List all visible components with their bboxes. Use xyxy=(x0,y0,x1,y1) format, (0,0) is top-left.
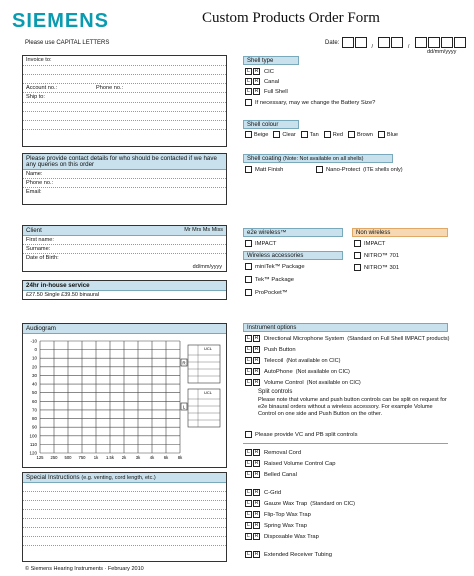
db-tick-label: 10 xyxy=(31,355,37,361)
client-box xyxy=(22,225,227,272)
db-tick-label: 110 xyxy=(29,441,37,447)
wireless-acc-header: Wireless accessories xyxy=(243,251,343,260)
special-sub: (e.g. venting, cord length, etc.) xyxy=(81,475,156,481)
freq-tick-label: 2k xyxy=(121,455,127,460)
coating-nano-option[interactable]: Nano-Protect (ITE shells only) xyxy=(316,166,403,173)
freq-tick-label: 4k xyxy=(149,455,155,460)
non-wireless-header: Non wireless xyxy=(352,228,448,237)
ucl-side-label: L xyxy=(182,404,186,410)
shell-full-option[interactable]: L R Full Shell xyxy=(245,88,288,95)
colour-option-brown[interactable]: Brown xyxy=(348,131,373,138)
telecoil-option[interactable]: L R Telecoil (Not available on CIC) xyxy=(245,357,340,364)
freq-tick-label: 500 xyxy=(64,455,72,460)
flip-top-option[interactable]: L R Flip-Top Wax Trap xyxy=(245,511,311,518)
client-header: Client xyxy=(26,227,42,234)
colour-option-beige[interactable]: Beige xyxy=(245,131,268,138)
freq-tick-label: 1.5k xyxy=(106,455,114,460)
contact-phone-field[interactable]: Phone no.: xyxy=(23,179,226,188)
first-name-field[interactable]: First name: xyxy=(23,236,226,245)
audiogram-chart[interactable] xyxy=(22,333,227,468)
ucl-label: UCL xyxy=(203,346,213,351)
colour-option-blue[interactable]: Blue xyxy=(378,131,398,138)
db-tick-label: 30 xyxy=(31,372,37,378)
freq-tick-label: 1k xyxy=(93,455,99,460)
dob-field[interactable]: Date of Birth: xyxy=(26,255,59,261)
colour-option-red[interactable]: Red xyxy=(324,131,343,138)
db-tick-label: 0 xyxy=(34,347,37,353)
nitro301-option[interactable]: NITRO™ 301 xyxy=(354,264,399,271)
footer-note: © Siemens Hearing Instruments · February 2010 xyxy=(25,566,144,572)
contact-name-field[interactable]: Name: xyxy=(23,170,226,179)
db-tick-label: 120 xyxy=(29,450,37,456)
split-controls-header: Split controls xyxy=(258,389,293,395)
minitek-option[interactable]: miniTek™ Package xyxy=(245,263,305,270)
db-tick-label: 60 xyxy=(31,398,37,404)
dob-format: dd/mm/yyyy xyxy=(192,264,222,270)
client-titles[interactable]: Mr Mrs Ms Miss xyxy=(184,227,223,233)
divider xyxy=(243,443,448,444)
special-instructions-box[interactable] xyxy=(22,472,227,562)
raised-vc-option[interactable]: L R Raised Volume Control Cap xyxy=(245,460,336,467)
e2e-impact-option[interactable]: IMPACT xyxy=(245,240,276,247)
battery-change-option[interactable]: If necessary, may we change the Battery Size? xyxy=(245,99,375,106)
db-tick-label: 70 xyxy=(31,407,37,413)
freq-tick-label: 3k xyxy=(135,455,141,460)
dir-mic-option[interactable]: L R Directional Microphone System (Standard on Full Shell IMPACT products) xyxy=(245,335,449,342)
ship-to-field[interactable]: Ship to: xyxy=(23,93,226,103)
freq-tick-label: 6k xyxy=(163,455,169,460)
freq-tick-label: 750 xyxy=(78,455,86,460)
freq-tick-label: 125 xyxy=(36,455,44,460)
belled-canal-option[interactable]: L R Belled Canal xyxy=(245,471,297,478)
account-phone-row[interactable]: Account no.: Phone no.: xyxy=(23,84,226,93)
audiogram-header: Audiogram xyxy=(23,324,226,334)
colour-options xyxy=(245,131,445,141)
split-option[interactable]: Please provide VC and PB split controls xyxy=(245,431,357,438)
service-prices[interactable]: £27.50 Single £39.50 binaural xyxy=(26,292,100,298)
c-grid-option[interactable]: L R C-Grid xyxy=(245,489,281,496)
colour-option-clear[interactable]: Clear xyxy=(273,131,295,138)
contact-header: Please provide contact details for who should be contacted if we have any queries on this order xyxy=(23,154,226,170)
shell-cic-option[interactable]: L R CIC xyxy=(245,68,274,75)
service-header: 24hr in-house service xyxy=(23,281,226,291)
freq-tick-label: 250 xyxy=(50,455,58,460)
tubing-option[interactable]: L R Extended Receiver Tubing xyxy=(245,551,332,558)
special-header: Special Instructions xyxy=(26,474,80,481)
nitro701-option[interactable]: NITRO™ 701 xyxy=(354,252,399,259)
capital-letters-note: Please use CAPITAL LETTERS xyxy=(25,40,110,46)
volume-control-option[interactable]: L R Volume Control (Not available on CIC) xyxy=(245,379,361,386)
shell-type-header: Shell type xyxy=(243,56,299,65)
db-tick-label: -10 xyxy=(30,338,37,344)
push-button-option[interactable]: L R Push Button xyxy=(245,346,296,353)
coating-matt-option[interactable]: Matt Finish xyxy=(245,166,283,173)
db-tick-label: 90 xyxy=(31,424,37,430)
disposable-wax-option[interactable]: L R Disposable Wax Trap xyxy=(245,533,319,540)
date-field[interactable]: / / xyxy=(341,35,466,53)
instrument-header: Instrument options xyxy=(243,323,448,332)
freq-tick-label: 8k xyxy=(177,455,183,460)
db-tick-label: 40 xyxy=(31,381,37,387)
db-tick-label: 20 xyxy=(31,364,37,370)
autophone-option[interactable]: L R AutoPhone (Not available on CIC) xyxy=(245,368,350,375)
invoice-ship-box xyxy=(22,55,227,147)
siemens-logo: SIEMENS xyxy=(12,10,110,32)
e2e-header: e2e wireless™ xyxy=(243,228,343,237)
date-format: dd/mm/yyyy xyxy=(427,49,457,55)
db-tick-label: 80 xyxy=(31,416,37,422)
ucl-side-label: R xyxy=(182,360,186,366)
surname-field[interactable]: Surname: xyxy=(23,245,226,254)
gauze-wax-option[interactable]: L R Gauze Wax Trap (Standard on CIC) xyxy=(245,500,355,507)
removal-cord-option[interactable]: L R Removal Cord xyxy=(245,449,301,456)
ucl-label: UCL xyxy=(203,390,213,395)
split-controls-text: Please note that volume and push button controls can be split on request for e2e binaural orders without a wireless accessory. For example Volume Control on one side and Push Button on the other. xyxy=(258,397,447,417)
shell-canal-option[interactable]: L R Canal xyxy=(245,78,279,85)
spring-wax-option[interactable]: L R Spring Wax Trap xyxy=(245,522,307,529)
date-label: Date: xyxy=(325,40,340,46)
contact-email-field[interactable]: Email: xyxy=(26,189,42,195)
shell-coating-header: Shell coating (Note: Not available on all shells) xyxy=(243,154,393,163)
db-tick-label: 100 xyxy=(29,433,37,439)
shell-colour-header: Shell colour xyxy=(243,120,299,129)
tek-option[interactable]: Tek™ Package xyxy=(245,276,294,283)
contact-box xyxy=(22,153,227,205)
service-box xyxy=(22,280,227,300)
db-tick-label: 50 xyxy=(31,390,37,396)
page-title: Custom Products Order Form xyxy=(202,10,380,26)
nw-impact-option[interactable]: IMPACT xyxy=(354,240,385,247)
colour-option-tan[interactable]: Tan xyxy=(301,131,319,138)
invoice-to-field[interactable]: Invoice to: xyxy=(23,56,226,66)
propocket-option[interactable]: ProPocket™ xyxy=(245,289,288,296)
